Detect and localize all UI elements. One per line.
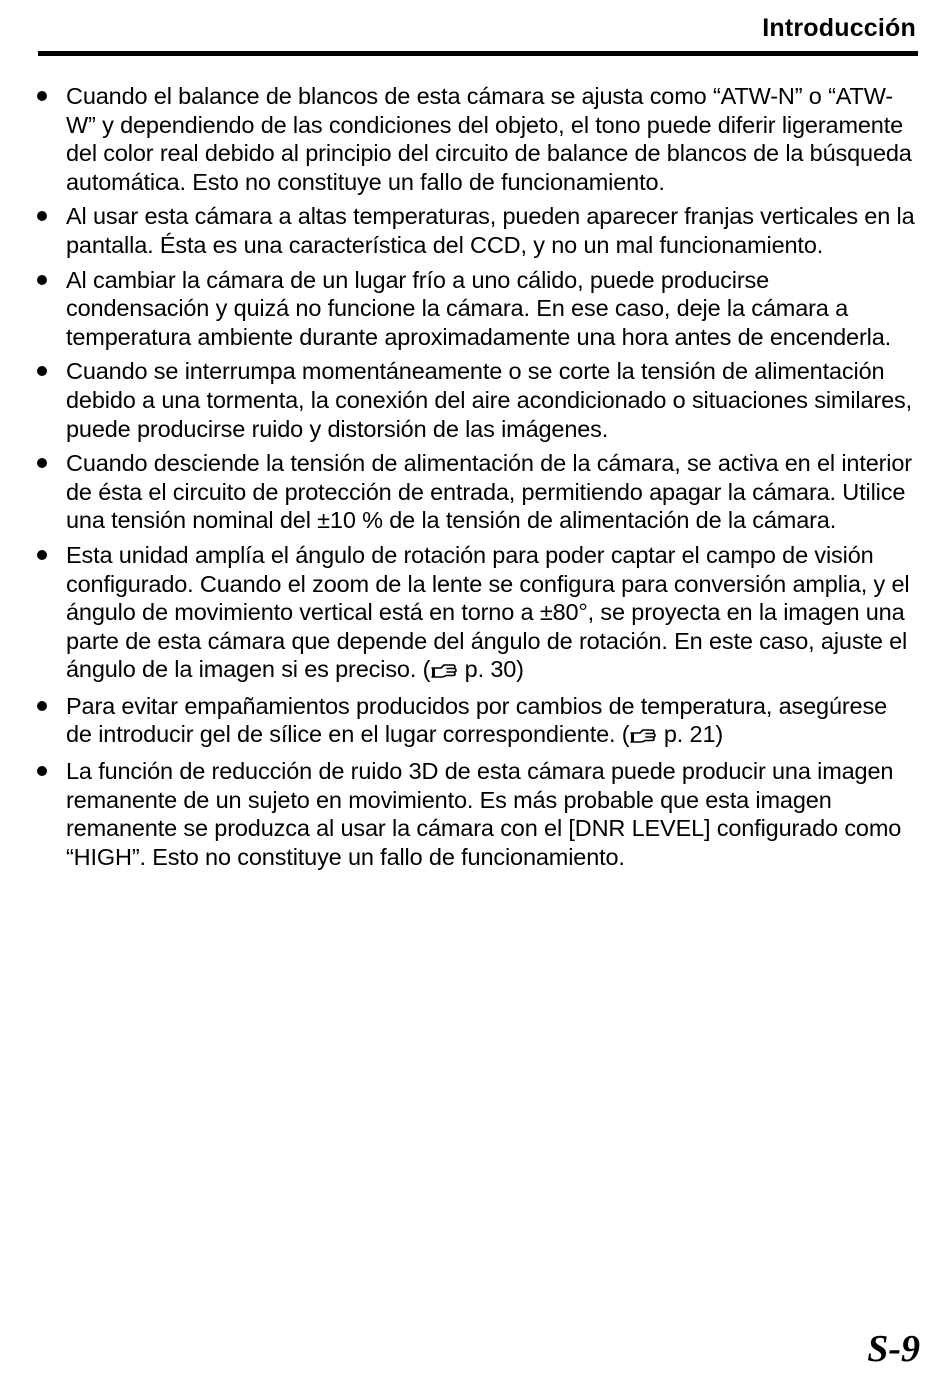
page-reference: p. 30) xyxy=(458,656,524,683)
page-reference: p. 21) xyxy=(657,721,724,748)
list-item xyxy=(0,202,950,259)
note-text: Para evitar empañamientos producidos por cambios de temperatura, asegúrese de introducir gel de sílice en el lugar correspondiente. ( xyxy=(66,692,887,748)
bullet-icon xyxy=(37,766,47,776)
note-text: La función de reducción de ruido 3D de esta cámara puede producir una imagen remanente de un sujeto en movimiento. Es más probable que esta imagen remanente se produzca al usar la cámara con el [DNR LEVEL] configurado como “HIGH”. Esto no constituye un fallo de funcionamiento. xyxy=(66,758,902,870)
note-text: Esta unidad amplía el ángulo de rotación para poder captar el campo de visión configurado. Cuando el zoom de la lente se configura para conversión amplia, y el ángulo de movimiento vertical está en torno a ±80°, se proyecta en la imagen una parte de esta cámara que depende del ángulo de rotación. En este caso, ajuste el ángulo de la imagen si es preciso. ( xyxy=(66,541,910,683)
list-item xyxy=(0,541,950,686)
note-text: Cuando desciende la tensión de alimentación de la cámara, se activa en el interior de ésta el circuito de protección de entrada, permitiendo apagar la cámara. Utilice una tensión nominal del ±10 % de la tensión de alimentación de la cámara. xyxy=(66,450,912,534)
note-text: Cuando el balance de blancos de esta cámara se ajusta como “ATW-N” o “ATW-W” y dependiendo de las condiciones del objeto, el tono puede diferir ligeramente del color real debido al principio del circuito de balance de blancos de la búsqueda automática. Esto no constituye un fallo de funcionamiento. xyxy=(66,83,912,195)
page-number: S-9 xyxy=(867,1328,920,1370)
pointing-hand-icon xyxy=(431,657,457,686)
bullet-icon xyxy=(37,701,47,711)
header-rule xyxy=(38,51,918,56)
bullet-icon xyxy=(37,91,47,101)
list-item xyxy=(0,757,950,871)
bullet-icon xyxy=(37,211,47,221)
bullet-icon xyxy=(37,458,47,468)
bullet-icon xyxy=(37,275,47,285)
note-text: Cuando se interrumpa momentáneamente o se corte la tensión de alimentación debido a una tormenta, la conexión del aire acondicionado o situaciones similares, puede producirse ruido y distorsión de las imágenes. xyxy=(66,358,912,442)
pointing-hand-icon xyxy=(630,722,656,751)
note-text: Al usar esta cámara a altas temperaturas, pueden aparecer franjas verticales en la pantalla. Ésta es una característica del CCD, y no un mal funcionamiento. xyxy=(66,203,915,258)
bullet-icon xyxy=(37,366,47,376)
list-item xyxy=(0,449,950,535)
section-title: Introducción xyxy=(762,14,916,42)
notes-list xyxy=(0,82,950,877)
list-item xyxy=(0,357,950,443)
list-item xyxy=(0,266,950,352)
list-item xyxy=(0,82,950,196)
list-item xyxy=(0,692,950,751)
bullet-icon xyxy=(37,550,47,560)
note-text: Al cambiar la cámara de un lugar frío a uno cálido, puede producirse condensación y quizá no funcione la cámara. En ese caso, deje la cámara a temperatura ambiente durante aproximadamente una hora antes de encenderla. xyxy=(66,266,891,350)
